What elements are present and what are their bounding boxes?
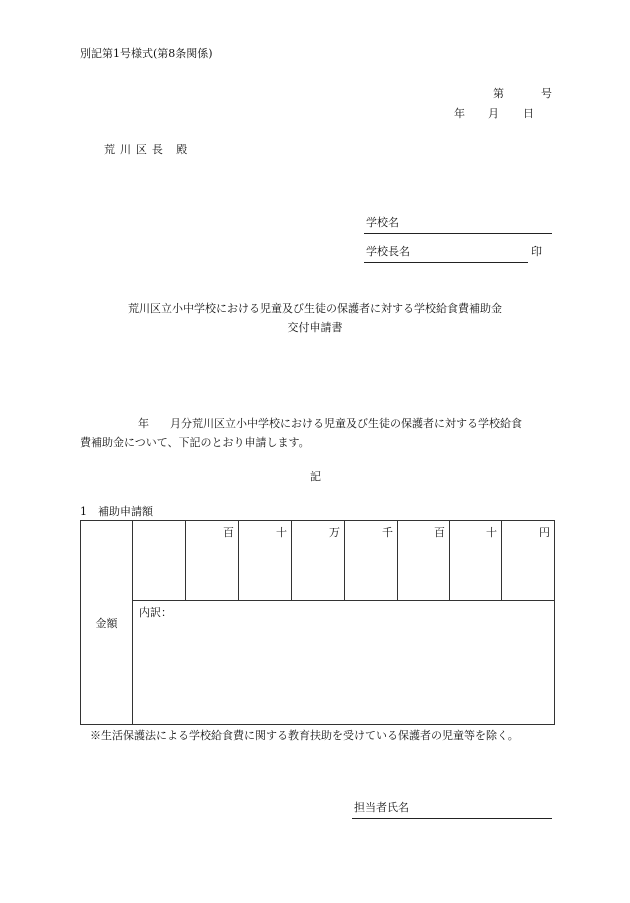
digit-en[interactable]: 円 <box>502 521 555 601</box>
breakdown-label: 内訳： <box>139 606 172 619</box>
school-name-label: 学校名 <box>366 216 399 229</box>
addressee: 荒川区長 殿 <box>104 143 193 156</box>
ki-heading: 記 <box>310 470 321 483</box>
digit-sen[interactable]: 千 <box>345 521 398 601</box>
date-day: 日 <box>523 107 534 120</box>
body-line2: 費補助金について、下記のとおり申請します。 <box>80 436 310 449</box>
exclusion-note: ※生活保護法による学校給食費に関する教育扶助を受けている保護者の児童等を除く。 <box>90 729 519 742</box>
body-year: 年 <box>138 417 149 430</box>
seal-mark: 印 <box>531 245 542 258</box>
principal-name-label: 学校長名 <box>366 245 410 258</box>
amount-cell-blank[interactable] <box>133 521 186 601</box>
section1-heading: 1 補助申請額 <box>80 505 153 518</box>
date-year: 年 <box>454 107 465 120</box>
school-name-line <box>364 233 552 234</box>
breakdown-cell[interactable] <box>133 601 555 725</box>
document-title-line2: 交付申請書 <box>287 321 343 334</box>
body-paragraph <box>80 414 554 452</box>
amount-table <box>80 520 555 725</box>
amount-label: 金額 <box>81 521 133 725</box>
number-go: 号 <box>541 87 552 100</box>
digit-juu-man[interactable]: 十 <box>239 521 292 601</box>
body-line1: 月分荒川区立小中学校における児童及び生徒の保護者に対する学校給食 <box>170 417 522 430</box>
form-label: 別記第1号様式(第8条関係) <box>80 47 213 60</box>
digit-hyaku-man[interactable]: 百 <box>186 521 239 601</box>
principal-name-line <box>364 262 528 263</box>
digit-hyaku[interactable]: 百 <box>398 521 450 601</box>
digit-juu[interactable]: 十 <box>450 521 502 601</box>
contact-name-line <box>352 818 552 819</box>
number-dai: 第 <box>493 87 504 100</box>
contact-name-label: 担当者氏名 <box>354 801 409 814</box>
document-title-line1: 荒川区立小中学校における児童及び生徒の保護者に対する学校給食費補助金 <box>128 302 502 315</box>
digit-man[interactable]: 万 <box>292 521 345 601</box>
date-month: 月 <box>488 107 499 120</box>
